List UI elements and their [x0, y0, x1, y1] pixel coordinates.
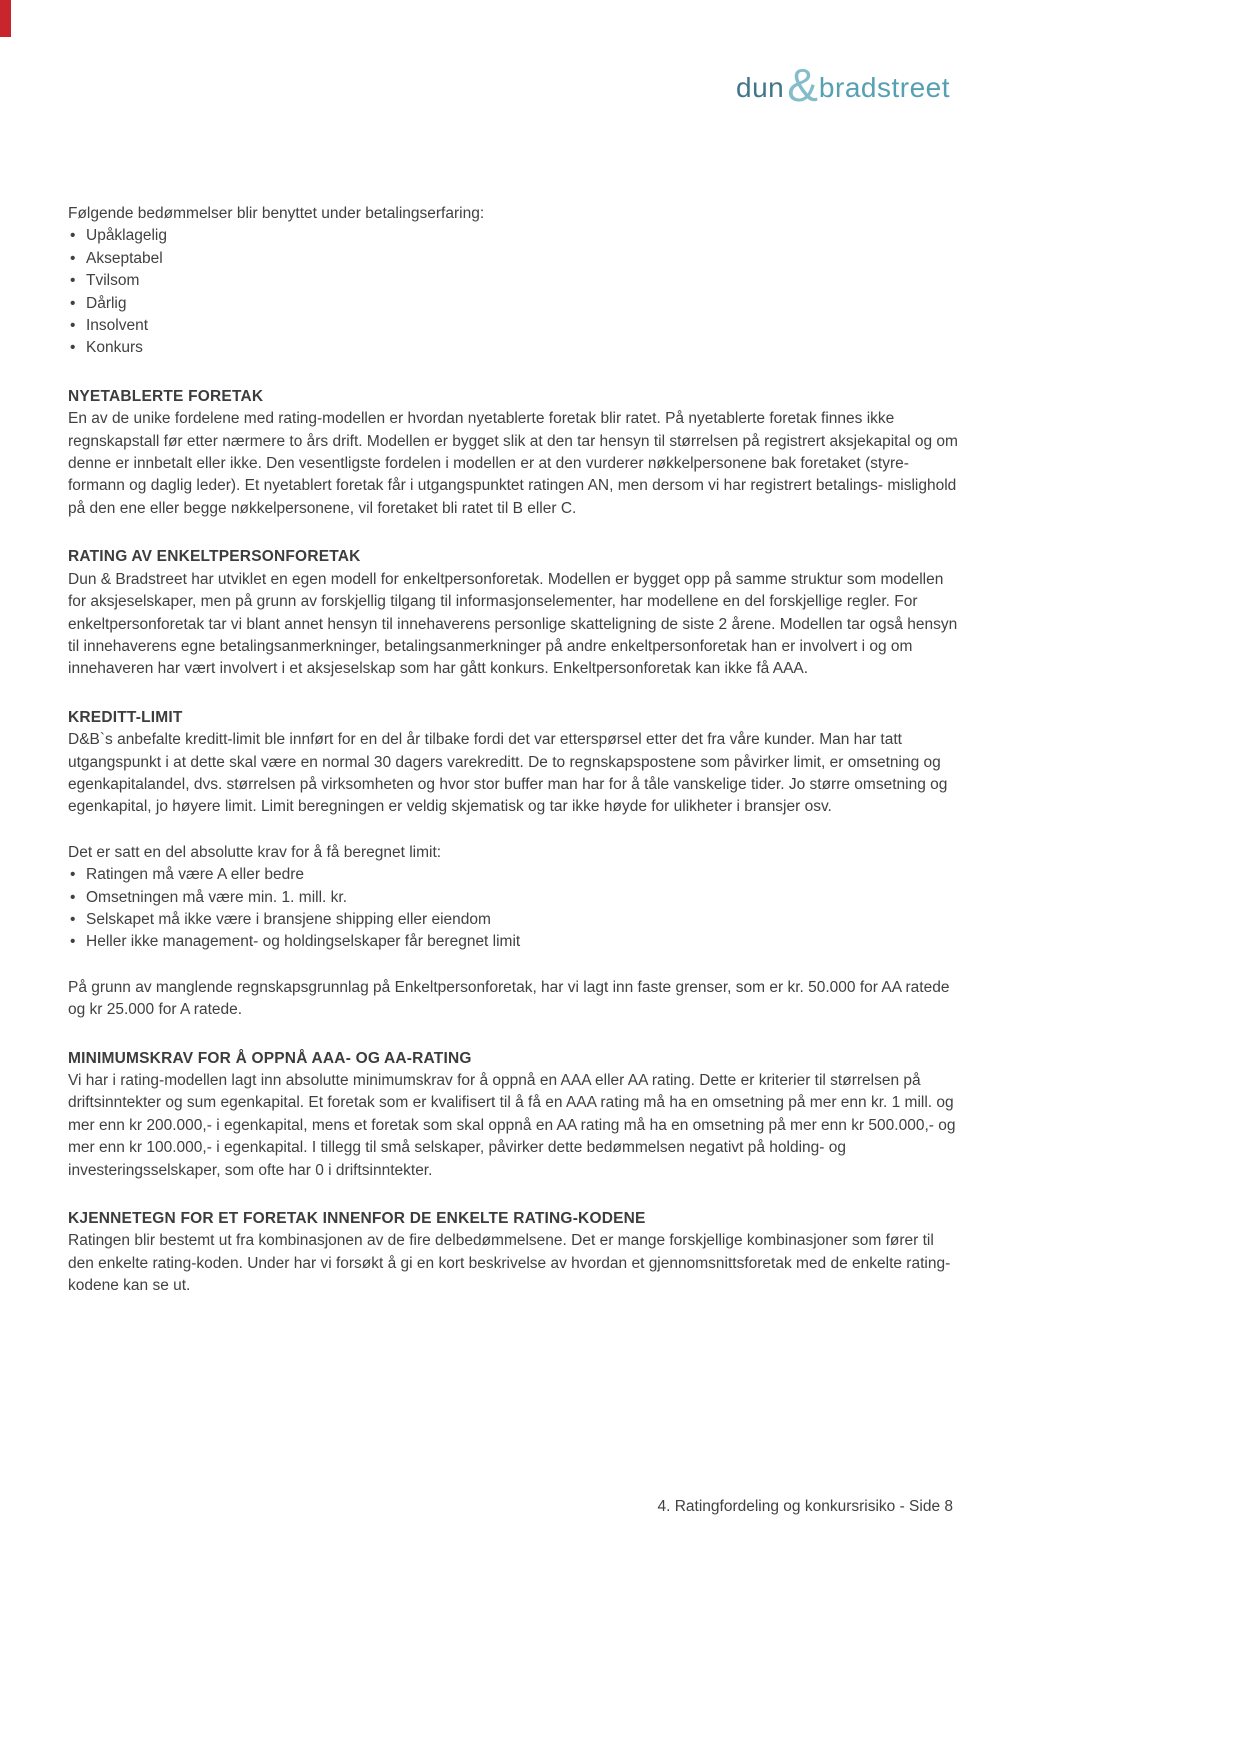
bullet-list	[68, 864, 961, 954]
bullet-item: • Selskapet må ikke være i bransjene shipping eller eiendom	[68, 909, 961, 931]
paragraph: Dun & Bradstreet har utviklet en egen modell for enkeltpersonforetak. Modellen er bygget opp på samme struktur som modellen for aksjeselskaper, men på grunn av forskjellig tilgang til informasjonselementer, har modellene en del forskjellige regler. For enkeltpersonforetak tar vi blant annet hensyn til innehaverens personlige skatteligning de siste 2 årene. Modellen tar også hensyn til innehaverens egne betalingsanmerkninger, betalingsanmerkninger på andre enkeltpersonforetak han er involvert i og om innehaveren har vært involvert i et aksjeselskap som har gått konkurs. Enkeltpersonforetak kan ikke få AAA.	[68, 570, 958, 678]
paragraph: Følgende bedømmelser blir benyttet under betalingserfaring:	[68, 205, 485, 222]
section-heading: MINIMUMSKRAV FOR Å OPPNÅ AAA- OG AA-RATING	[68, 1049, 472, 1067]
bullet-item: • Konkurs	[68, 337, 961, 359]
paragraph: Det er satt en del absolutte krav for å få beregnet limit:	[68, 843, 442, 861]
bullet-list	[68, 225, 961, 359]
paragraph: En av de unike fordelene med rating-modellen er hvordan nyetablerte foretak blir ratet. På nyetablerte foretak finnes ikke regnskapstall før etter nærmere to års drift. Modellen er bygget slik at den tar hensyn til størrelsen på registrert aksjekapital og om denne er innbetalt eller ikke. Den vesentligste fordelen i modellen er at den vurderer nøkkelpersonene bak foretaket (styre- formann og daglig leder). Et nyetablert foretak får i utgangspunktet ratingen AN, men dersom vi har registrert betalings- mislighold på den ene eller begge nøkkelpersonene, vil foretaket bli ratet til B eller C.	[68, 410, 958, 517]
bullet-item: • Akseptabel	[68, 248, 961, 270]
section-heading: RATING AV ENKELTPERSONFORETAK	[68, 548, 361, 566]
dun-bradstreet-logo	[736, 59, 950, 111]
paragraph: Vi har i rating-modellen lagt inn absolutte minimumskrav for å oppnå en AAA eller AA rating. Dette er kriterier til størrelsen på driftsinntekter og sum egenkapital. Et foretak som er kvalifisert til å få en AAA rating må ha en omsetning på mer enn kr. 1 mill. og mer enn kr 200.000,- i egenkapital, mens et foretak som skal oppnå en AA rating må ha en omsetning på mer enn kr 500.000,- og mer enn kr 100.000,- i egenkapital. I tillegg til små selskaper, påvirker dette bedømmelsen negativt på holding- og investeringsselskaper, som ofte har 0 i driftsinntekter.	[68, 1072, 956, 1179]
logo-text-bradstreet: bradstreet	[818, 72, 950, 103]
bullet-item: • Tvilsom	[68, 270, 961, 292]
document-content	[68, 203, 961, 1298]
logo-ampersand-icon: &	[787, 59, 818, 111]
page-footer: 4. Ratingfordeling og konkursrisiko - Side 8	[657, 1498, 953, 1515]
paragraph: På grunn av manglende regnskapsgrunnlag på Enkeltpersonforetak, har vi lagt inn faste grenser, som er kr. 50.000 for AA ratede og kr 25.000 for A ratede.	[68, 978, 950, 1019]
bullet-item: • Insolvent	[68, 315, 961, 337]
bullet-item: • Dårlig	[68, 293, 961, 315]
bullet-item: • Ratingen må være A eller bedre	[68, 864, 961, 886]
red-corner-mark	[0, 0, 11, 37]
paragraph: D&B`s anbefalte kreditt-limit ble innført for en del år tilbake fordi det var etterspørsel etter det fra våre kunder. Man har tatt utgangspunkt i at dette skal være en normal 30 dagers varekreditt. De to regnskapspostene som påvirker limit, er omsetning og egenkapitalandel, dvs. størrelsen på virksomheten og hvor stor buffer man har for å tåle vanskelige tider. Jo større omsetning og egenkapital, jo høyere limit. Limit beregningen er veldig skjematisk og tar ikke høyde for ulikheter i bransjer osv.	[68, 731, 948, 816]
bullet-item: • Heller ikke management- og holdingselskaper får beregnet limit	[68, 931, 961, 953]
section-heading: KJENNETEGN FOR ET FORETAK INNENFOR DE ENKELTE RATING-KODENE	[68, 1210, 646, 1228]
section-heading: KREDITT-LIMIT	[68, 708, 183, 726]
logo-text-dun: dun	[736, 72, 785, 103]
section-heading: NYETABLERTE FORETAK	[68, 387, 264, 405]
bullet-item: • Upåklagelig	[68, 225, 961, 247]
bullet-item: • Omsetningen må være min. 1. mill. kr.	[68, 887, 961, 909]
paragraph: Ratingen blir bestemt ut fra kombinasjonen av de fire delbedømmelsene. Det er mange forskjellige kombinasjoner som fører til den enkelte rating-koden. Under har vi forsøkt å gi en kort beskrivelse av hvordan et gjennomsnittsforetak med de enkelte rating-kodene kan se ut.	[68, 1232, 951, 1295]
